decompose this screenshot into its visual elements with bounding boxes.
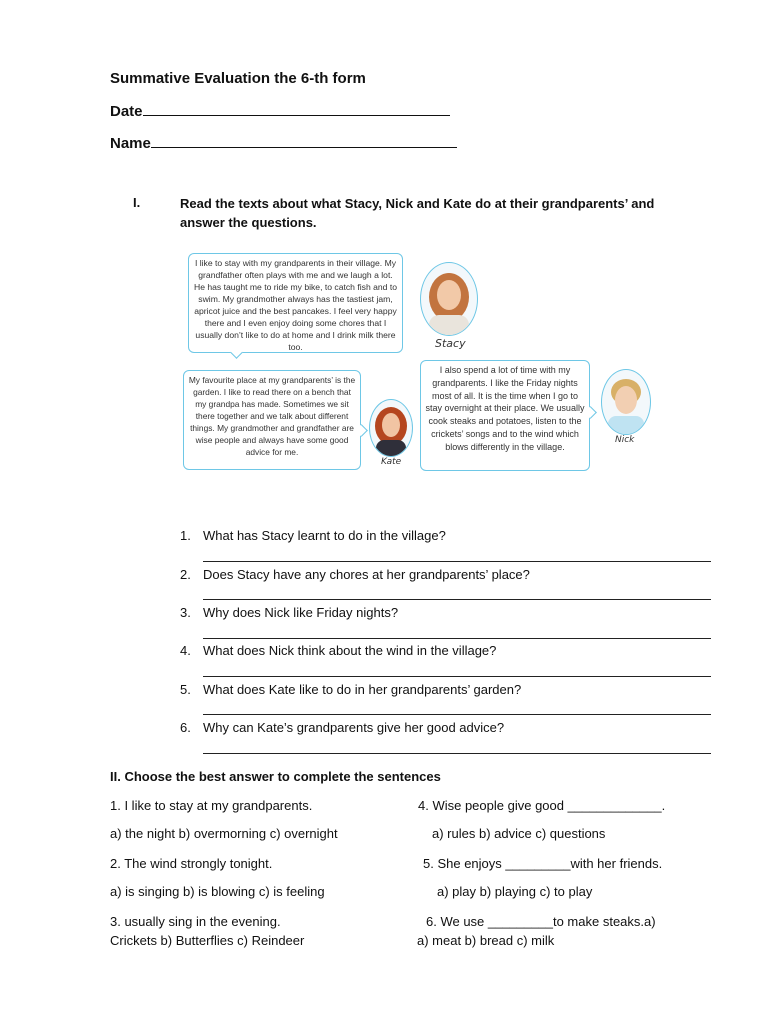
section-2-title: II. Choose the best answer to complete the sentences xyxy=(110,769,441,784)
mc-left-1: 1. I like to stay at my grandparents. xyxy=(110,798,313,813)
mc-left-4: a) is singing b) is blowing c) is feeling xyxy=(110,884,325,899)
question-5: 5. What does Kate like to do in her grandparents’ garden? xyxy=(180,682,522,697)
mc-right-2: a) rules b) advice c) questions xyxy=(432,826,606,841)
section-1-instruction: Read the texts about what Stacy, Nick and Kate do at their grandparents’ and answer the questions. xyxy=(180,196,655,230)
answer-line-2[interactable] xyxy=(203,599,711,600)
answer-line-3[interactable] xyxy=(203,638,711,639)
date-field[interactable] xyxy=(110,103,450,120)
answer-line-4[interactable] xyxy=(203,676,711,677)
nick-text-bubble xyxy=(420,360,590,471)
mc-left-3: 2. The wind strongly tonight. xyxy=(110,856,273,871)
mc-right-1: 4. Wise people give good _____________. xyxy=(418,798,666,813)
nick-text: I also spend a lot of time with my grandparents. I like the Friday nights most of all. It is the time when I go to stay overnight at their place. We usually cook steaks and potatoes, listen to the crickets’ songs and to the wind which blows differently in the village. xyxy=(425,365,585,452)
stacy-text: I like to stay with my grandparents in their village. My grandfather often plays with me and we laugh a lot. He has taught me to ride my bike, to catch fish and to swim. My grandmother always has the tastiest jam, apricot juice and the best pancakes. I feel very happy there and I even enjoy doing some chores that I usually don’t like to do at home and I drink milk there too. xyxy=(193,258,397,352)
mc-right-3: 5. She enjoys _________with her friends. xyxy=(423,856,663,871)
mc-right-4: a) play b) playing c) to play xyxy=(437,884,593,899)
mc-left-5: 3. usually sing in the evening. xyxy=(110,914,281,929)
answer-line-6[interactable] xyxy=(203,753,711,754)
kate-text: My favourite place at my grandparents’ is the garden. I like to read there on a bench that my grandpa has made. Sometimes we sit there together and we talk about different things. My grandmother and grandfather are wise people and always have some good advice for me. xyxy=(188,375,356,457)
name-field[interactable] xyxy=(110,135,457,152)
nick-caption: Nick xyxy=(615,435,635,445)
name-blank[interactable] xyxy=(151,146,457,148)
question-4: 4. What does Nick think about the wind in the village? xyxy=(180,643,497,658)
name-label: Name xyxy=(110,135,151,152)
page-title: Summative Evaluation the 6-th form xyxy=(110,70,366,87)
question-2: 2. Does Stacy have any chores at her grandparents’ place? xyxy=(180,567,530,582)
mc-right-5: 6. We use _________to make steaks.a) xyxy=(426,914,656,929)
mc-right-6: a) meat b) bread c) milk xyxy=(417,933,555,948)
question-3: 3. Why does Nick like Friday nights? xyxy=(180,605,399,620)
stacy-text-bubble xyxy=(188,253,403,353)
answer-line-5[interactable] xyxy=(203,714,711,715)
date-label: Date xyxy=(110,103,143,120)
kate-caption: Kate xyxy=(381,457,402,467)
answer-line-1[interactable] xyxy=(203,561,711,562)
kate-portrait-icon xyxy=(370,400,412,456)
mc-left-2: a) the night b) overmorning c) overnight xyxy=(110,826,338,841)
date-blank[interactable] xyxy=(143,114,450,116)
section-1-number: I. xyxy=(133,195,141,210)
question-6: 6. Why can Kate’s grandparents give her good advice? xyxy=(180,720,505,735)
kate-portrait xyxy=(369,399,413,457)
mc-left-6: Crickets b) Butterflies c) Reindeer xyxy=(110,933,305,948)
nick-portrait-icon xyxy=(602,370,650,434)
stacy-portrait-icon xyxy=(421,263,477,335)
question-1: 1. What has Stacy learnt to do in the village? xyxy=(180,528,446,543)
stacy-portrait xyxy=(420,262,478,336)
nick-portrait xyxy=(601,369,651,435)
kate-text-bubble xyxy=(183,370,361,470)
stacy-caption: Stacy xyxy=(435,337,466,350)
